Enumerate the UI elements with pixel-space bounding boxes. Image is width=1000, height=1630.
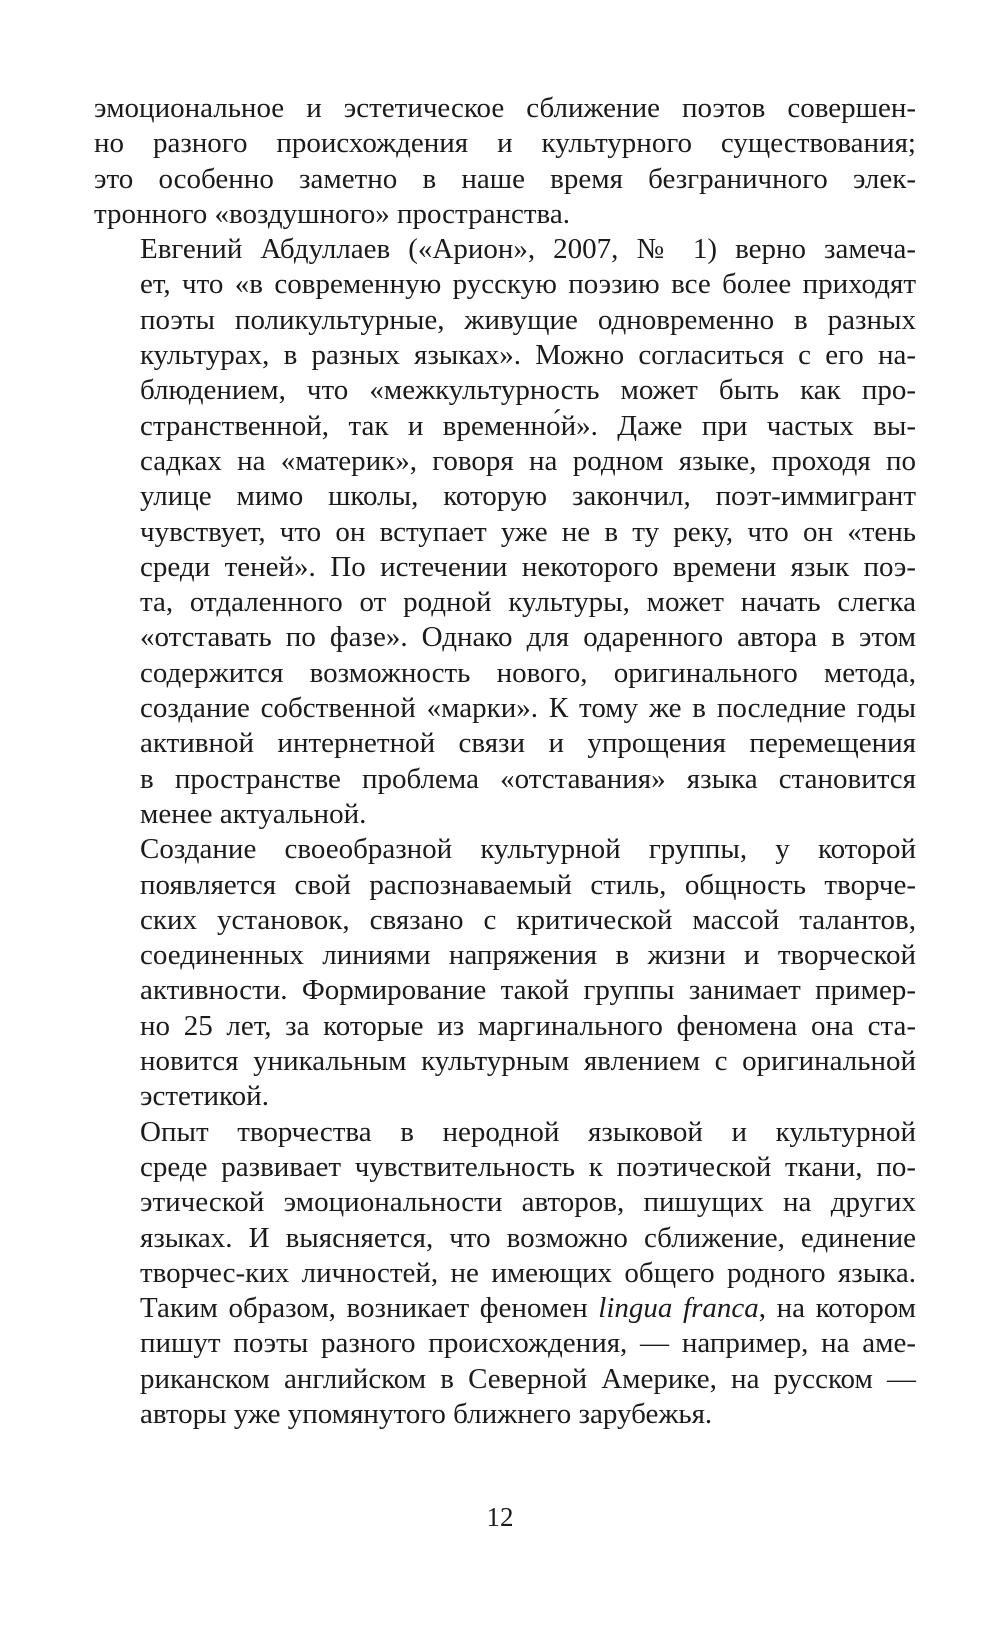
- text-line: содержится возможность нового, оригинального метода,: [140, 656, 916, 689]
- paragraph: [94, 1115, 916, 1433]
- paragraph: [94, 232, 916, 832]
- page-number: 12: [486, 1502, 514, 1532]
- text-line: творчес-ких личностей, не имеющих общего родного языка.: [140, 1256, 916, 1289]
- text-line: Таким образом, возникает феномен lingua franca, на котором: [140, 1292, 916, 1325]
- text-line: в пространстве проблема «отставания» языка становится: [140, 762, 916, 795]
- paragraph: [94, 832, 916, 1114]
- text-line: среде развивает чувствительность к поэтической ткани, по-: [140, 1150, 916, 1183]
- body-text: [94, 91, 916, 1432]
- text-line: Евгений Абдуллаев («Арион», 2007, № 1) верно замеча-: [140, 233, 916, 266]
- text-line: Опыт творчества в неродной языковой и культурной: [140, 1115, 916, 1148]
- text-line: но 25 лет, за которые из маргинального феномена она ста-: [140, 1009, 916, 1042]
- text-line: соединенных линиями напряжения в жизни и творческой: [140, 939, 916, 972]
- text-line: создание собственной «марки». К тому же в последние годы: [140, 692, 916, 725]
- text-line: активности. Формирование такой группы занимает пример-: [140, 974, 916, 1007]
- text-line: языках. И выясняется, что возможно сближение, единение: [140, 1221, 916, 1254]
- text-line: среди теней». По истечении некоторого времени язык поэ-: [140, 550, 916, 583]
- text-line: но разного происхождения и культурного существования;: [94, 127, 916, 160]
- text-line: менее актуальной.: [140, 797, 367, 830]
- text-line: этической эмоциональности авторов, пишущих на других: [140, 1186, 916, 1219]
- text-line: улице мимо школы, которую закончил, поэт-иммигрант: [140, 480, 916, 513]
- text-line: новится уникальным культурным явлением с оригинальной: [140, 1045, 916, 1078]
- text-line: культурах, в разных языках». Можно согласиться с его на-: [140, 339, 916, 372]
- italic-term: lingua franca: [598, 1292, 759, 1325]
- text-line: ет, что «в современную русскую поэзию все более приходят: [140, 268, 916, 301]
- text-line: чувствует, что он вступает уже не в ту реку, что он «тень: [140, 515, 916, 548]
- text-line: ских установок, связано с критической массой талантов,: [140, 903, 916, 936]
- text-line: «отставать по фазе». Однако для одаренного автора в этом: [140, 621, 916, 654]
- text-line: Создание своеобразной культурной группы, у которой: [140, 833, 916, 866]
- text-line: странственной, так и временно́й». Даже при частых вы-: [140, 409, 916, 442]
- text-line: эстетикой.: [140, 1080, 269, 1113]
- text-line: пишут поэты разного происхождения, — например, на аме-: [140, 1327, 916, 1360]
- text-line: это особенно заметно в наше время безграничного элек-: [94, 162, 916, 195]
- text-line: появляется свой распознаваемый стиль, общность творче-: [140, 868, 916, 901]
- text-line: поэты поликультурные, живущие одновременно в разных: [140, 303, 916, 336]
- text-line: активной интернетной связи и упрощения перемещения: [140, 727, 916, 760]
- paragraph: [94, 91, 916, 232]
- text-line: та, отдаленного от родной культуры, может начать слегка: [140, 586, 916, 619]
- text-line: авторы уже упомянутого ближнего зарубежья.: [140, 1397, 713, 1430]
- text-line: садках на «материк», говоря на родном языке, проходя по: [140, 444, 916, 477]
- text-line: тронного «воздушного» пространства.: [94, 197, 570, 230]
- text-line: блюдением, что «межкультурность может быть как про-: [140, 374, 916, 407]
- text-line: риканском английском в Северной Америке, на русском —: [140, 1362, 916, 1395]
- text-line: эмоциональное и эстетическое сближение поэтов совершен-: [94, 92, 916, 124]
